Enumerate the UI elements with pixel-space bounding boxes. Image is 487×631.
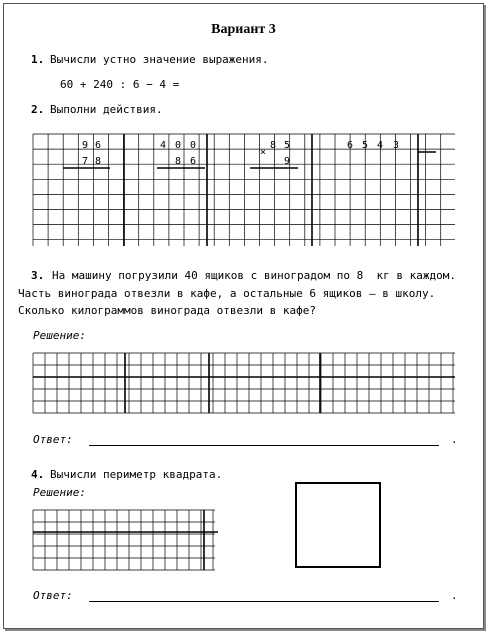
ex1-b-digit: 7 [82,156,89,167]
task3-answer-label: Ответ: [33,433,73,446]
task1-text: Вычисли устно значение выражения. [50,53,269,66]
ex4-a-digit: 3 [393,140,400,151]
ex3-a-digit: 5 [284,140,291,151]
task3-line3: Сколько килограммов винограда отвезли в кафе? [18,304,317,317]
ex4-a-digit: 5 [362,140,369,151]
task4-answer-end: . [451,589,458,602]
task4-text: Вычисли периметр квадрата. [50,468,223,481]
task3-line1: На машину погрузили 40 ящиков с виноградом по 8 кг в каждом. [52,269,456,282]
task1-expression: 60 + 240 : 6 − 4 = [60,78,180,91]
ex2-b-digit: 8 [175,156,182,167]
ex2-b-digit: 6 [190,156,197,167]
task2-number: 2. [31,103,45,116]
ex2-a-digit: 0 [190,140,197,151]
task3-number: 3. [31,269,45,282]
ex1-a-digit: 9 [82,140,89,151]
task3-line2: Часть винограда отвезли в кафе, а остальные 6 ящиков – в школу. [18,287,436,300]
task2-text: Выполни действия. [50,103,163,116]
ex1-a-digit: 6 [95,140,102,151]
ex2-a-digit: 0 [175,140,182,151]
ex3-a-digit: 8 [270,140,277,151]
task3-solution-label: Решение: [33,329,86,342]
square-figure [296,483,380,567]
task3-answer-end: . [451,433,458,446]
ex1-b-digit: 8 [95,156,102,167]
task4-answer-label: Ответ: [33,589,73,602]
ex2-a-digit: 4 [160,140,167,151]
ex4-a-digit: 6 [347,140,354,151]
task4-answer-line[interactable] [89,601,439,602]
task4-number: 4. [31,468,45,481]
ex3-b-digit: 9 [284,156,291,167]
ex3-sign: × [260,147,267,158]
task4-solution-label: Решение: [33,486,86,499]
ex4-a-digit: 4 [377,140,384,151]
task1-number: 1. [31,53,45,66]
page-title: Вариант 3 [211,22,276,37]
